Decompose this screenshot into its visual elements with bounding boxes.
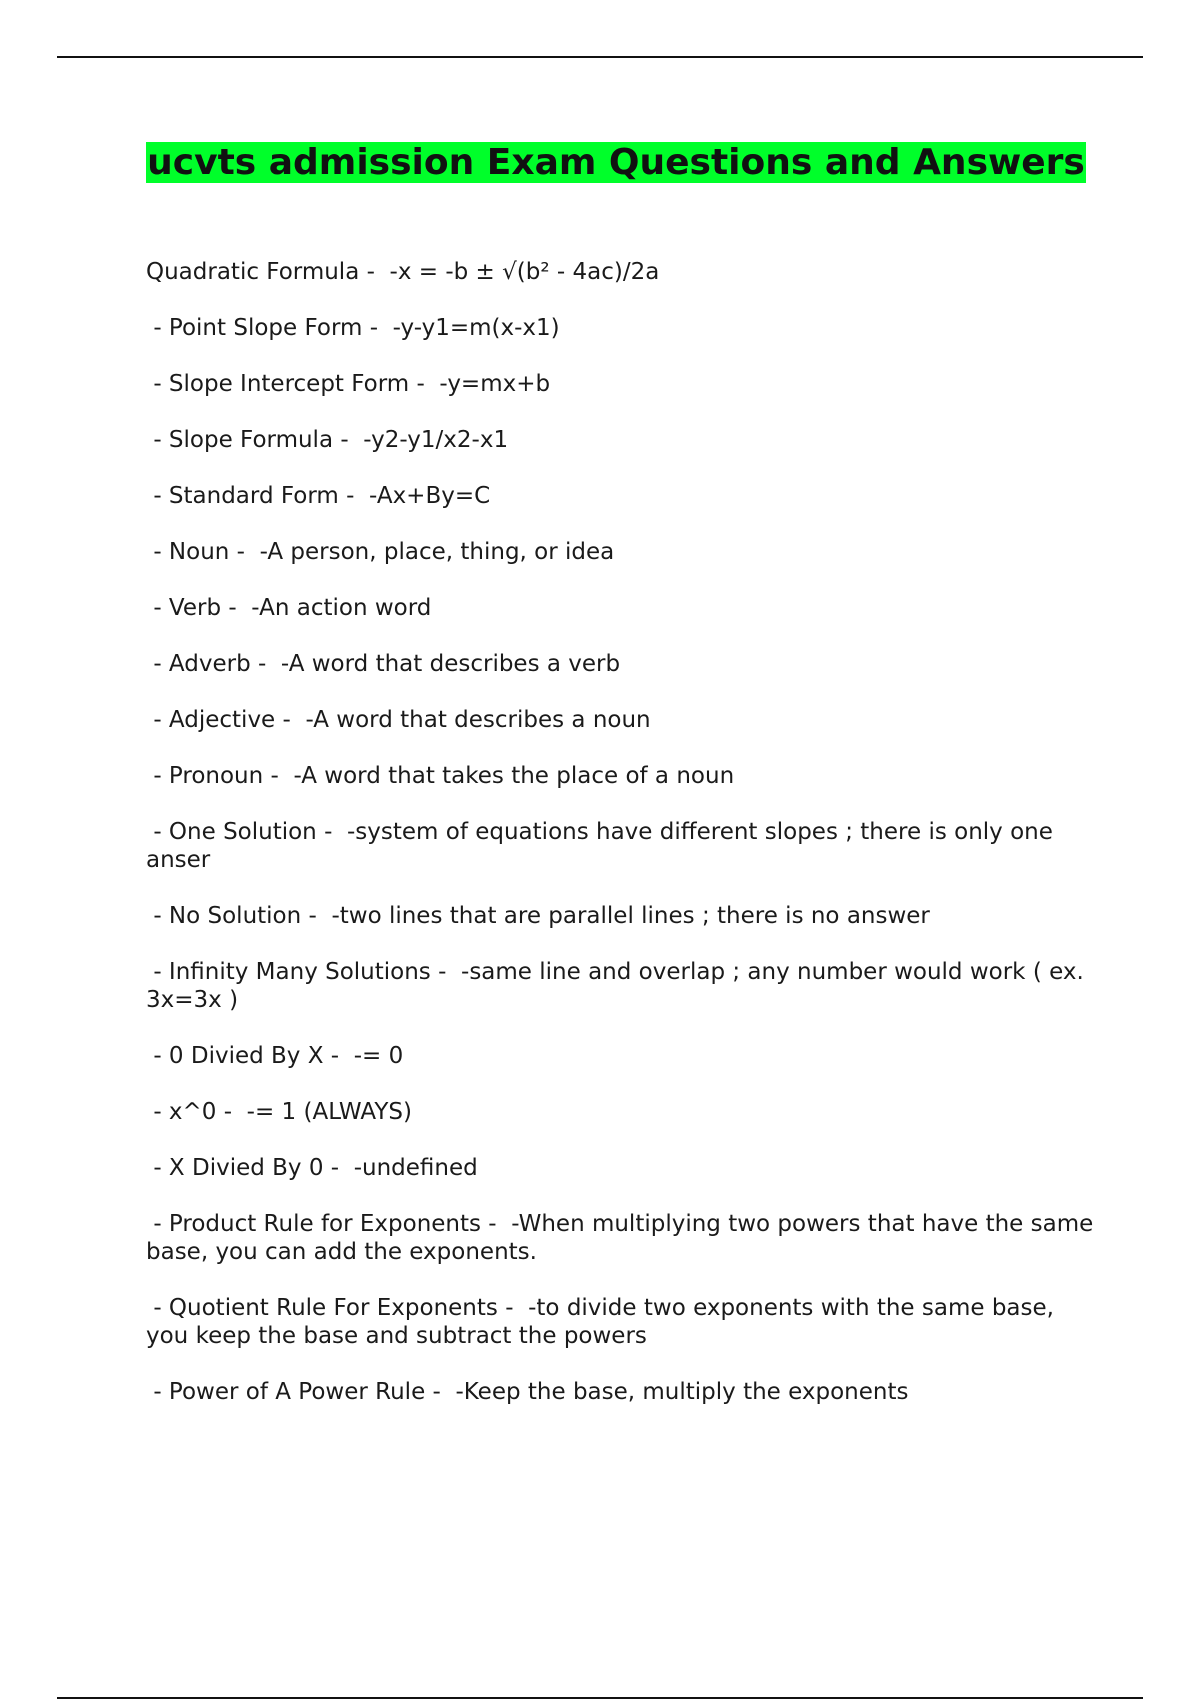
qa-entry: - Product Rule for Exponents - -When multiplying two powers that have the same base, you can add the exponents. — [146, 1211, 1101, 1265]
qa-entry: - Adverb - -A word that describes a verb — [146, 651, 621, 677]
bottom-rule — [57, 1697, 1143, 1699]
qa-entry: - One Solution - -system of equations have different slopes ; there is only one anser — [146, 819, 1061, 873]
qa-entry: - Power of A Power Rule - -Keep the base, multiply the exponents — [146, 1379, 909, 1405]
qa-entry: - Infinity Many Solutions - -same line and overlap ; any number would work ( ex. 3x=3x ) — [146, 959, 1092, 1013]
top-rule — [57, 56, 1143, 58]
qa-entry: - Verb - -An action word — [146, 595, 432, 621]
qa-entry: - Quotient Rule For Exponents - -to divide two exponents with the same base, you keep the base and subtract the powers — [146, 1295, 1062, 1349]
qa-entry: - Point Slope Form - -y-y1=m(x-x1) — [146, 315, 560, 341]
title-container — [146, 142, 1086, 184]
qa-entry: - Adjective - -A word that describes a noun — [146, 707, 651, 733]
qa-entry: - Slope Intercept Form - -y=mx+b — [146, 371, 551, 397]
qa-entry: Quadratic Formula - -x = -b ± √(b² - 4ac)/2a — [146, 259, 660, 285]
qa-entry: - X Divied By 0 - -undefined — [146, 1155, 478, 1181]
qa-entry: - Pronoun - -A word that takes the place of a noun — [146, 763, 735, 789]
qa-list — [146, 258, 1101, 1434]
qa-entry: - Slope Formula - -y2-y1/x2-x1 — [146, 427, 509, 453]
qa-entry: - Standard Form - -Ax+By=C — [146, 483, 491, 509]
qa-entry: - x^0 - -= 1 (ALWAYS) — [146, 1099, 412, 1125]
qa-entry: - 0 Divied By X - -= 0 — [146, 1043, 404, 1069]
qa-entry: - No Solution - -two lines that are parallel lines ; there is no answer — [146, 903, 930, 929]
document-title: ucvts admission Exam Questions and Answers — [147, 142, 1085, 183]
qa-entry: - Noun - -A person, place, thing, or idea — [146, 539, 615, 565]
